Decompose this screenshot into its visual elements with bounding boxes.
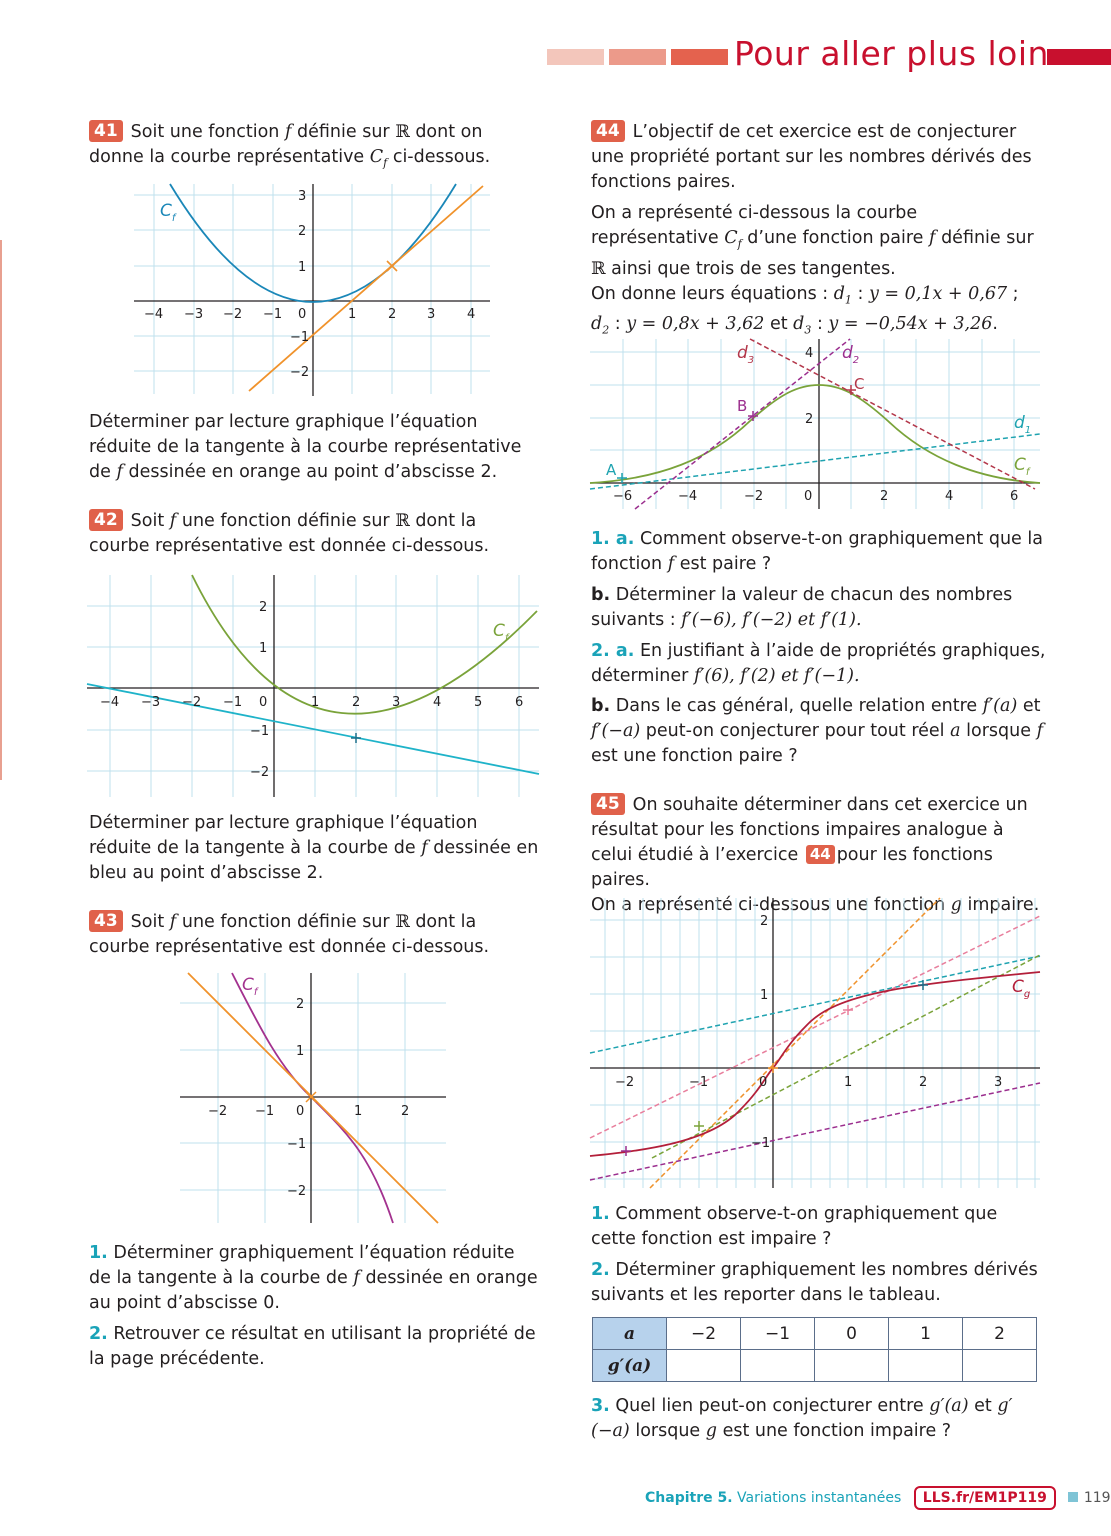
ex43-intro: 43 Soit f une fonction définie sur ℝ dont la courbe représentative est donnée ci-dessous. <box>89 911 490 957</box>
ex41-ytick: −1 <box>290 330 310 345</box>
ex45-tangent-at-minus-2 <box>590 1083 1040 1180</box>
page-title: Pour aller plus loin <box>734 34 1049 73</box>
ex44-xtick: 0 <box>804 489 813 504</box>
table-row <box>593 1350 1037 1382</box>
ex44-xtick: −6 <box>613 489 633 504</box>
ex42-xtick: 2 <box>352 695 361 710</box>
ex45-q1: 1. Comment observe-t-on graphiquement que cette fonction est impaire ? <box>591 1204 998 1249</box>
ex42-y-tick-labels <box>250 600 269 780</box>
ex41-xtick: −2 <box>223 307 243 322</box>
ex45-curve-label: $C_g$ <box>1012 977 1031 1000</box>
footer-title: Variations instantanées <box>737 1490 902 1506</box>
ex43-graph <box>180 973 450 1225</box>
ex42-xtick: −3 <box>141 695 161 710</box>
ex45-q3: 3. Quel lien peut-on conjecturer entre g′(a) et g′(−a) lorsque g est une fonction impaire ? <box>591 1396 1013 1441</box>
ex41-xtick: 2 <box>388 307 397 322</box>
ex42-ytick: 1 <box>259 641 268 656</box>
ex42-ytick: −1 <box>250 724 270 739</box>
ex41-grid <box>134 184 490 394</box>
ex42-tangent-point <box>351 733 361 743</box>
ex45-q2: 2. Déterminer graphiquement les nombres dérivés suivants et les reporter dans le tableau. <box>591 1260 1038 1305</box>
ex41-curve-label: $C_f$ <box>160 201 176 224</box>
ex45-ytick: −1 <box>751 1136 771 1151</box>
header-band-2 <box>609 49 666 65</box>
header-band-4 <box>1047 49 1111 65</box>
ex45-xtick: 0 <box>759 1075 768 1090</box>
ex43-q1: 1. Déterminer graphiquement l’équation réduite de la tangente à la courbe de f dessinée en orange au point d’abscisse 0. <box>89 1243 538 1313</box>
ex44-q2a: 2. a. En justifiant à l’aide de propriétés graphiques, déterminer f′(6), f′(2) et f′(−1). <box>591 641 1046 686</box>
ex44-label-C: C <box>854 375 865 393</box>
ex41-xtick: 3 <box>427 307 436 322</box>
ex45-xtick: 2 <box>919 1075 928 1090</box>
footer <box>645 1486 1111 1510</box>
ex44-paragraph-2: On a représenté ci-dessous la courbe représentative $C_f$ d’une fonction paire f définie sur ℝ ainsi que trois de ses tangentes. On donne leurs équations : $d_1$ : y = 0,1x + 0,67 ; $d_2$ : y = 0,8x + 3,62 et $d_3$ : y = −0,54x + 3,26. <box>591 203 1034 337</box>
table-cell-empty <box>741 1350 815 1382</box>
ex45-point-minus-2 <box>621 1146 631 1156</box>
ex41-x-tick-labels <box>144 307 475 322</box>
ex43-xtick: −1 <box>255 1104 275 1119</box>
ex41-ytick: −2 <box>290 365 310 380</box>
ex41-number-badge: 41 <box>89 120 123 142</box>
ex42-ytick: 2 <box>259 600 268 615</box>
table-cell-empty <box>815 1350 889 1382</box>
ex43-ytick: 1 <box>296 1044 305 1059</box>
ex42-grid <box>87 575 539 797</box>
ex43-xtick: 1 <box>354 1104 363 1119</box>
ex42-x-tick-labels <box>100 695 523 710</box>
ex43-y-tick-labels <box>287 997 306 1199</box>
ex44-curve <box>590 385 1040 483</box>
ex42-xtick: 3 <box>392 695 401 710</box>
footer-square-icon <box>1068 1492 1078 1502</box>
ex44-label-A: A <box>606 461 617 479</box>
ex41-ytick: 1 <box>298 260 307 275</box>
ex41-y-tick-labels <box>290 189 309 380</box>
ex42-xtick: 5 <box>474 695 483 710</box>
ex43-xtick: −2 <box>208 1104 228 1119</box>
margin-bar <box>0 240 2 780</box>
table-head-g-prime: g′(a) <box>593 1350 667 1382</box>
ex44-ytick: 2 <box>805 412 814 427</box>
ex44-equation-d3: y = −0,54x + 3,26 <box>828 314 993 334</box>
ex45-tangent-at-2 <box>590 956 1040 1053</box>
ex44-tangent-d3 <box>750 339 1035 489</box>
ex42-graph <box>87 575 542 800</box>
ex42-curve <box>192 575 537 714</box>
ex45-point-minus-1 <box>694 1121 704 1131</box>
ex45-tangent-at-minus-1 <box>652 955 1040 1158</box>
ex44-curve-label: $C_f$ <box>1014 455 1030 478</box>
ex41-xtick: −1 <box>263 307 283 322</box>
ex45-derivative-table <box>592 1317 1037 1382</box>
ex41-xtick: 1 <box>348 307 357 322</box>
ex44-point-A-mark <box>617 473 627 483</box>
ex41-question: Déterminer par lecture graphique l’équation réduite de la tangente à la courbe représentative de f dessinée en orange au point d’abscisse 2. <box>89 412 522 482</box>
ex44-q1b: b. Déterminer la valeur de chacun des nombres suivants : f′(−6), f′(−2) et f′(1). <box>591 585 1013 630</box>
ex44-equation-d1: y = 0,1x + 0,67 <box>868 283 1008 304</box>
ex41-xtick: −3 <box>184 307 204 322</box>
ex44-ytick: 4 <box>805 346 814 361</box>
ex42-ytick: −2 <box>250 765 270 780</box>
ex42-xtick: 6 <box>515 695 524 710</box>
footer-link[interactable]: LLS.fr/EM1P119 <box>914 1486 1056 1510</box>
ex44-q1a: 1. a. Comment observe-t-on graphiquement que la fonction f est paire ? <box>591 529 1043 574</box>
ex45-xtick: 1 <box>844 1075 853 1090</box>
ex44-equation-d2: y = 0,8x + 3,62 <box>626 314 765 334</box>
ex42-curve-label: $C_f$ <box>493 621 509 644</box>
ex42-xtick: −4 <box>100 695 120 710</box>
ex45-xtick: −2 <box>615 1075 635 1090</box>
ex43-x-tick-labels <box>208 1104 409 1119</box>
table-cell-a: 0 <box>815 1318 889 1350</box>
ex44-label-d2: $d_2$ <box>842 343 860 366</box>
ex45-xtick: −1 <box>689 1075 709 1090</box>
ex43-ytick: 2 <box>296 997 305 1012</box>
ex42-intro: 42 Soit f une fonction définie sur ℝ dont la courbe représentative est donnée ci-dessous. <box>89 510 490 556</box>
ex41-xtick: 4 <box>467 307 476 322</box>
ex43-ytick: −1 <box>287 1137 307 1152</box>
ex45-graph <box>590 898 1042 1190</box>
header-band-1 <box>547 49 604 65</box>
table-head-a: a <box>593 1318 667 1350</box>
ex44-xtick: 2 <box>880 489 889 504</box>
table-cell-a: −1 <box>741 1318 815 1350</box>
table-cell-empty <box>963 1350 1037 1382</box>
ex41-graph <box>134 184 494 399</box>
ex43-curve-label: $C_f$ <box>242 975 258 998</box>
table-cell-empty <box>889 1350 963 1382</box>
ex45-point-1 <box>843 1005 853 1015</box>
ex42-number-badge: 42 <box>89 509 123 531</box>
ex45-xtick: 3 <box>994 1075 1003 1090</box>
ex44-number-badge: 44 <box>591 120 625 142</box>
ex45-intro: 45 On souhaite déterminer dans cet exercice un résultat pour les fonctions impaires analogue à celui étudié à l’exercice 44 pour les fonctions paires. On a représenté ci-dessous une fonction g impaire. <box>591 794 1040 915</box>
ex43-xtick: 0 <box>296 1104 305 1119</box>
ex45-ytick: 1 <box>760 988 769 1003</box>
ex44-xtick: 6 <box>1010 489 1019 504</box>
ex44-q2b: b. Dans le cas général, quelle relation entre f′(a) et f′(−a) peut-on conjecturer pour tout réel a lorsque f est une fonction paire ? <box>591 696 1044 766</box>
ex44-xtick: 4 <box>945 489 954 504</box>
header-band-3 <box>671 49 728 65</box>
ex44-graph <box>590 339 1042 514</box>
ex44-x-tick-labels <box>613 489 1018 504</box>
ex42-xtick: 4 <box>433 695 442 710</box>
ex42-xtick: 1 <box>311 695 320 710</box>
ex41-intro: 41 Soit une fonction f définie sur ℝ dont on donne la courbe représentative $C_f$ ci-dessous. <box>89 121 491 170</box>
ex45-tangent-at-0 <box>650 898 940 1188</box>
ex44-label-d3: $d_3$ <box>737 343 755 366</box>
footer-chapter: Chapitre 5. <box>645 1490 733 1506</box>
table-cell-a: 1 <box>889 1318 963 1350</box>
ex45-grid <box>590 898 1040 1188</box>
page-number: 119 <box>1083 1490 1111 1506</box>
ex43-xtick: 2 <box>401 1104 410 1119</box>
ex44-label-B: B <box>737 397 748 415</box>
ex45-number-badge: 45 <box>591 793 625 815</box>
table-cell-a: 2 <box>963 1318 1037 1350</box>
ex44-intro: 44 L’objectif de cet exercice est de conjecturer une propriété portant sur les nombres dérivés des fonctions paires. <box>591 121 1032 192</box>
table-cell-empty <box>667 1350 741 1382</box>
ex43-number-badge: 43 <box>89 910 123 932</box>
ex45-curve <box>590 972 1040 1156</box>
ex44-xtick: −2 <box>744 489 764 504</box>
ex43-ytick: −2 <box>287 1184 307 1199</box>
ex42-xtick: −2 <box>182 695 202 710</box>
ex41-ytick: 2 <box>298 224 307 239</box>
ex44-xtick: −4 <box>678 489 698 504</box>
ex44-tangent-d1 <box>590 434 1040 489</box>
ex42-xtick: −1 <box>223 695 243 710</box>
ex44-label-d1: $d_1$ <box>1014 413 1032 436</box>
ex45-x-tick-labels <box>615 1075 1002 1090</box>
table-row <box>593 1318 1037 1350</box>
table-cell-a: −2 <box>667 1318 741 1350</box>
ex45-ref-badge: 44 <box>806 845 835 864</box>
ex42-xtick: 0 <box>259 695 268 710</box>
ex41-xtick: 0 <box>298 307 307 322</box>
ex45-y-tick-labels <box>751 914 770 1151</box>
ex45-ytick: 2 <box>760 914 769 929</box>
ex42-question: Déterminer par lecture graphique l’équation réduite de la tangente à la courbe de f dessinée en bleu au point d’abscisse 2. <box>89 813 539 883</box>
ex41-tangent-orange <box>249 186 483 391</box>
ex43-q2: 2. Retrouver ce résultat en utilisant la propriété de la page précédente. <box>89 1324 536 1369</box>
ex41-xtick: −4 <box>144 307 164 322</box>
ex41-ytick: 3 <box>298 189 307 204</box>
